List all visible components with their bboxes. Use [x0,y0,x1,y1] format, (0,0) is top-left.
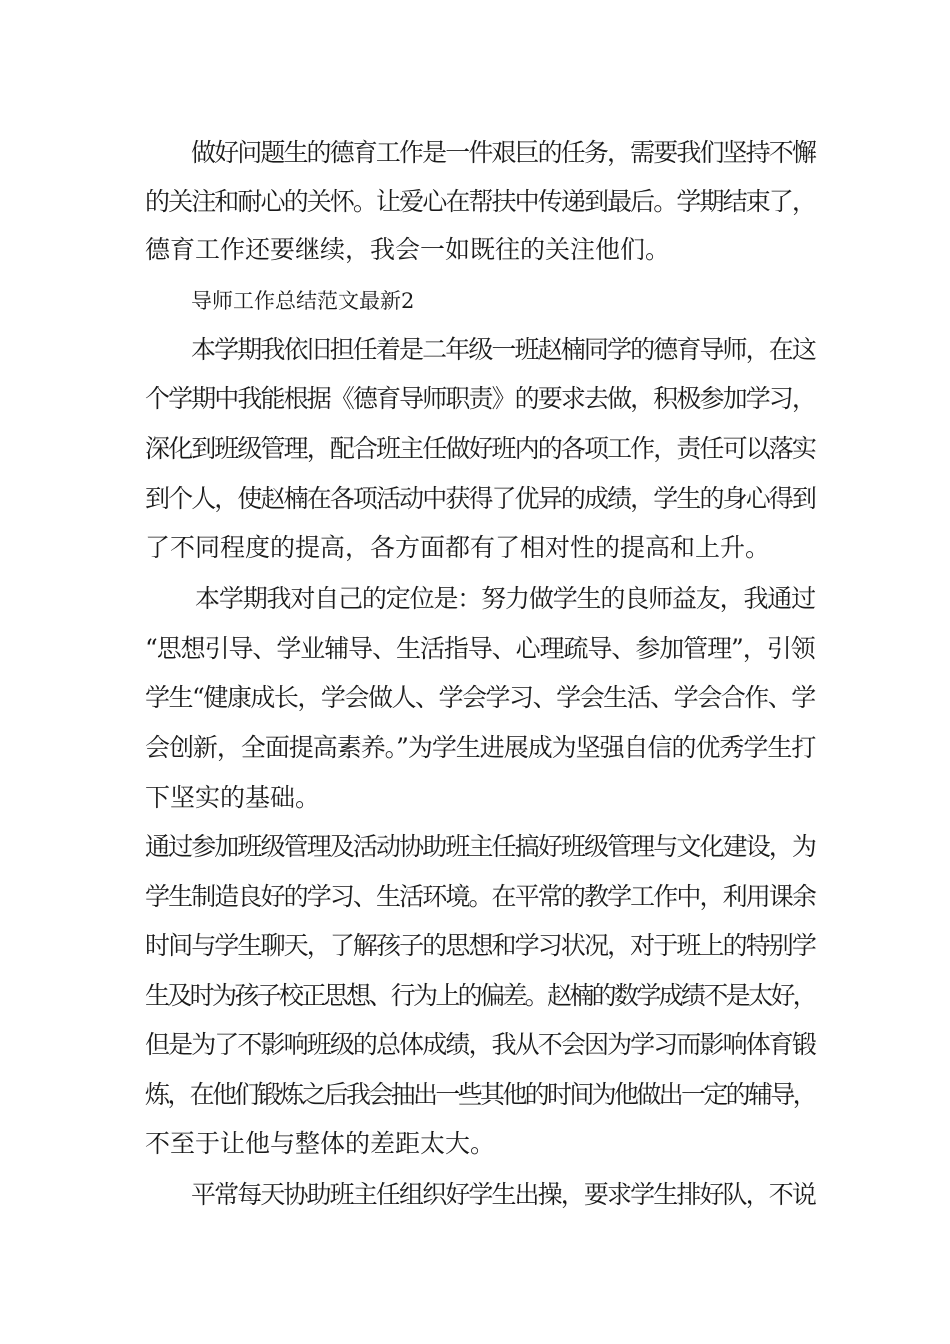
paragraph-line: 本学期我对自己的定位是：努力做学生的良师益友，我通过 [195,584,816,613]
paragraph-line: 到个人，使赵楠在各项活动中获得了优异的成绩，学生的身心得到 [145,484,816,513]
paragraph-line: 本学期我依旧担任着是二年级一班赵楠同学的德育导师，在这 [191,335,816,364]
paragraph-line: 深化到班级管理，配合班主任做好班内的各项工作，责任可以落实 [145,434,816,463]
paragraph-line: 做好问题生的德育工作是一件艰巨的任务，需要我们坚持不懈 [191,138,816,167]
section-heading: 导师工作总结范文最新2 [191,289,415,313]
paragraph-line: “思想引导、学业辅导、生活指导、心理疏导、参加管理”，引领 [145,634,815,663]
paragraph-line: 时间与学生聊天，了解孩子的思想和学习状况，对于班上的特别学 [145,931,816,960]
paragraph-line: 平常每天协助班主任组织好学生出操，要求学生排好队，不说 [191,1180,816,1209]
paragraph-line: 不至于让他与整体的差距太大。 [145,1129,496,1158]
paragraph-line: 下坚实的基础。 [145,783,321,812]
paragraph-line: 学生制造良好的学习、生活环境。在平常的教学工作中，利用课余 [145,882,816,911]
paragraph-line: 通过参加班级管理及活动协助班主任搞好班级管理与文化建设，为 [145,832,816,861]
paragraph-line: 会创新，全面提高素养。”为学生进展成为坚强自信的优秀学生打 [145,733,816,762]
paragraph-line: 了不同程度的提高，各方面都有了相对性的提高和上升。 [145,533,771,562]
paragraph-line: 但是为了不影响班级的总体成绩，我从不会因为学习而影响体育锻 [145,1030,816,1059]
paragraph-line: 生及时为孩子校正思想、行为上的偏差。赵楠的数学成绩不是太好， [145,981,816,1010]
paragraph-line: 德育工作还要继续，我会一如既往的关注他们。 [145,235,671,264]
paragraph-line: 个学期中我能根据《德育导师职责》的要求去做，积极参加学习， [145,384,816,413]
paragraph-line: 炼，在他们锻炼之后我会抽出一些其他的时间为他做出一定的辅导， [145,1080,816,1109]
paragraph-line: 学生“健康成长，学会做人、学会学习、学会生活、学会合作、学 [145,683,815,712]
paragraph-line: 的关注和耐心的关怀。让爱心在帮扶中传递到最后。学期结束了， [145,187,816,216]
